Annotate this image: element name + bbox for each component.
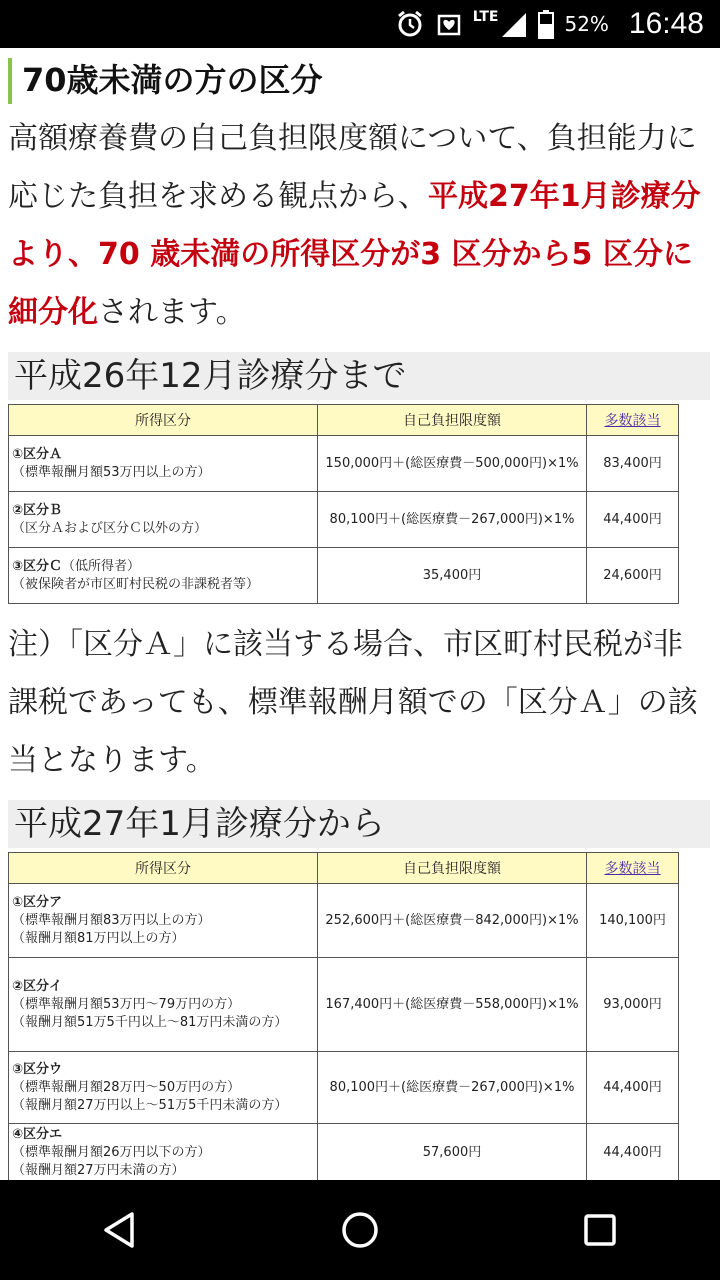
intro-lead: 高額療養費の自己負担限度額について、負担能力に応じた負担を求める観点から、 [8,121,697,214]
category-sub: （区分Ａおよび区分Ｃ以外の方） [12,520,208,536]
category-sub: （標準報酬月額26万円以下の方） [12,1145,211,1160]
limit-cell: 57,600円 [318,1124,587,1183]
category-cell [9,884,318,958]
header-limit: 自己負担限度額 [318,405,587,436]
table-row [9,884,679,958]
recents-icon[interactable] [580,1210,620,1250]
multi-link[interactable]: 多数該当 [604,413,661,429]
limit-cell: 80,100円＋(総医療費－267,000円)×1% [318,492,587,548]
multi-cell: 140,100円 [587,884,679,958]
multi-cell: 44,400円 [587,1124,679,1183]
alarm-icon [395,9,425,39]
navigation-bar [0,1180,720,1280]
limit-cell: 167,400円＋(総医療費－558,000円)×1% [318,958,587,1052]
table-header-row [9,853,679,884]
multi-cell: 44,400円 [587,492,679,548]
battery-percent: 52% [564,12,609,36]
table-row [9,1052,679,1124]
category-sub: （標準報酬月額53万円～79万円の方） [12,996,241,1012]
table-row [9,548,679,604]
back-icon[interactable] [100,1210,140,1250]
home-icon[interactable] [340,1210,380,1250]
table-row [9,492,679,548]
limit-cell: 252,600円＋(総医療費－842,000円)×1% [318,884,587,958]
period-heading-after: 平成27年1月診療分から [8,800,710,848]
category-sub: （標準報酬月額28万円～50万円の方） [12,1079,241,1095]
section-title: 70歳未満の方の区分 [8,58,720,104]
header-multi [587,405,679,436]
web-content [0,48,720,1180]
table-before [8,404,679,604]
note-paragraph: 注）「区分Ａ」に該当する場合、市区町村民税が非課税であっても、標準報酬月額での「区分Ａ」の該当となります。 [8,627,698,778]
intro-tail: されます。 [98,295,246,330]
multi-cell: 83,400円 [587,436,679,492]
category-cell [9,548,318,604]
category-title: ①区分ア [12,894,63,910]
lte-signal-icon: LTE [473,9,529,39]
category-sub: （標準報酬月額53万円以上の方） [12,464,211,480]
category-sub: （報酬月額51万5千円以上～81万円未満の方） [12,1014,288,1030]
multi-cell: 24,600円 [587,548,679,604]
heart-notification-icon [435,10,463,38]
multi-link[interactable]: 多数該当 [604,861,661,877]
limit-cell: 80,100円＋(総医療費－267,000円)×1% [318,1052,587,1124]
status-bar [0,0,720,48]
category-title: ③区分ウ [12,1061,63,1077]
category-sub: （標準報酬月額83万円以上の方） [12,912,211,928]
category-note: （低所得者） [62,558,141,574]
limit-cell: 35,400円 [318,548,587,604]
header-category: 所得区分 [9,853,318,884]
table-row [9,436,679,492]
header-multi [587,853,679,884]
category-title: ②区分イ [12,978,63,994]
category-title: ③区分Ｃ [12,558,63,574]
battery-icon [538,9,554,39]
intro-highlight: 平成27年1月診療分より、70 歳未満の所得区分が3 区分から5 区分に細分化 [8,179,701,330]
category-cell [9,492,318,548]
category-cell [9,958,318,1052]
category-title: ①区分Ａ [12,446,63,462]
category-title: ②区分Ｂ [12,502,63,518]
category-cell [9,1124,318,1183]
multi-cell: 93,000円 [587,958,679,1052]
intro-paragraph [8,110,708,342]
period-heading-before: 平成26年12月診療分まで [8,352,710,400]
multi-cell: 44,400円 [587,1052,679,1124]
category-cell [9,436,318,492]
category-sub: （報酬月額27万円以上～51万5千円未満の方） [12,1097,288,1113]
category-sub: （被保険者が市区町村民税の非課税者等） [12,576,260,592]
table-header-row [9,405,679,436]
header-limit: 自己負担限度額 [318,853,587,884]
category-sub: （報酬月額81万円以上の方） [12,930,185,946]
limit-cell: 150,000円＋(総医療費－500,000円)×1% [318,436,587,492]
table-row [9,958,679,1052]
category-cell [9,1052,318,1124]
header-category: 所得区分 [9,405,318,436]
category-title: ④区分エ [12,1127,63,1142]
clock: 16:48 [628,7,704,40]
table-row [9,1124,679,1183]
category-sub: （報酬月額27万円未満の方） [12,1163,185,1178]
